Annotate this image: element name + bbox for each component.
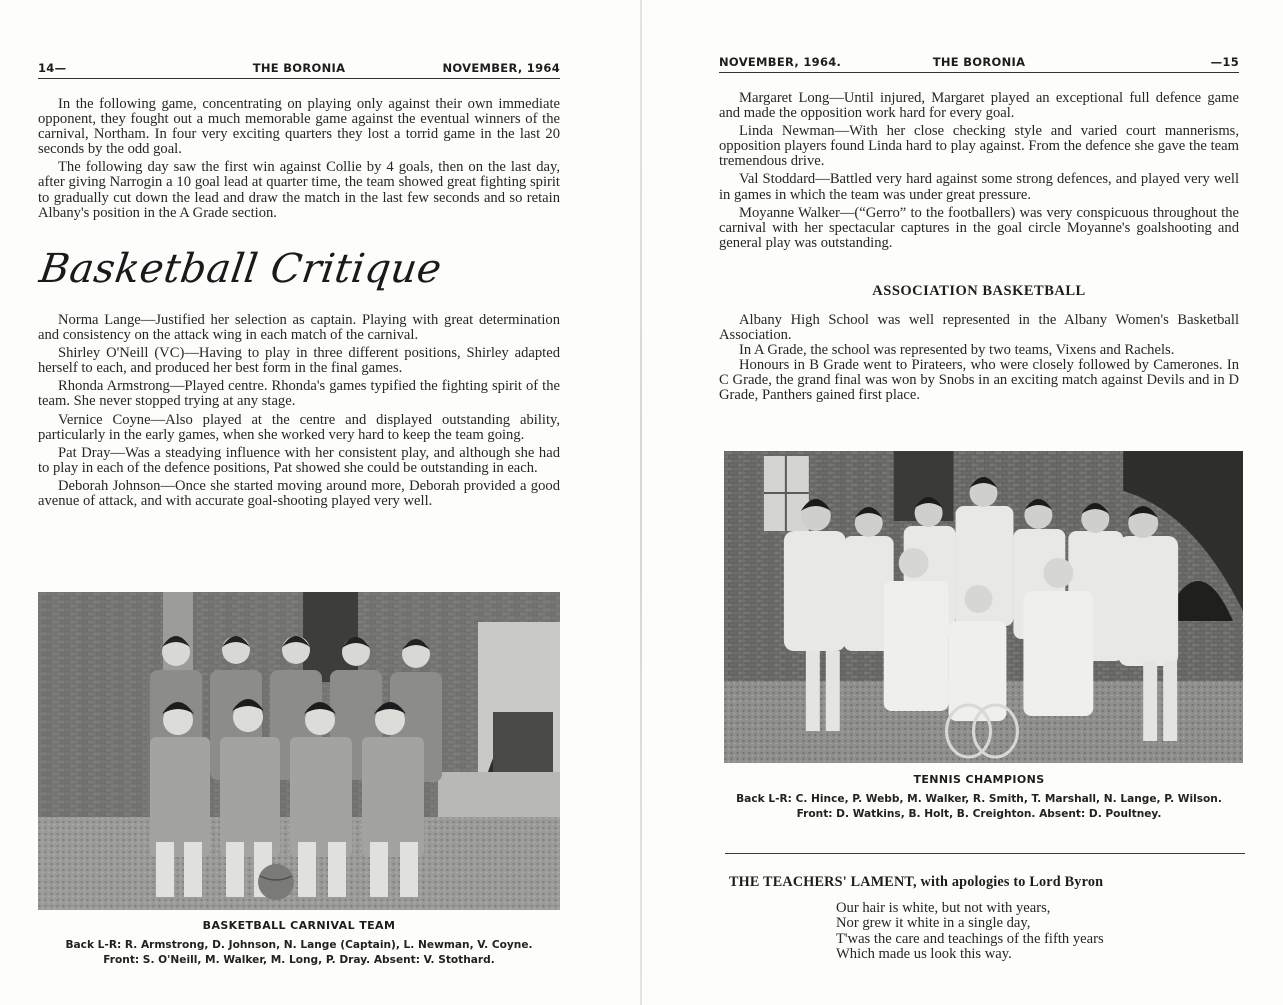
photo-caption-title: TENNIS CHAMPIONS [913, 773, 1045, 786]
section-divider [725, 853, 1245, 854]
critique-text-continued [719, 91, 1239, 254]
right-page [719, 0, 1239, 1005]
left-page [38, 0, 560, 1005]
issue-date: NOVEMBER, 1964. [719, 55, 842, 69]
paragraph: Rhonda Armstrong—Played centre. Rhonda's games typified the fighting spirit of the team. She never stopped trying at any stage. [38, 378, 560, 410]
poem-heading: THE TEACHERS' LAMENT, with apologies to Lord Byron [729, 874, 1104, 890]
intro-text [38, 97, 560, 224]
poem-line: T'was the care and teachings of the fifth years [836, 930, 1104, 947]
poem-line: Nor grew it white in a single day, [836, 915, 1031, 932]
paragraph: In A Grade, the school was represented by two teams, Vixens and Rachels. [739, 342, 1175, 359]
running-header [38, 58, 560, 79]
paragraph: Linda Newman—With her close checking style and varied court mannerisms, opposition players found Linda hard to play against. From the defence she gave the team tremendous drive. [719, 123, 1239, 170]
photo-caption-names [38, 938, 560, 968]
publication-title: THE BORONIA [252, 61, 346, 75]
photo-illustration [724, 451, 1243, 763]
page-gutter [640, 0, 642, 1005]
paragraph: Honours in B Grade went to Pirateers, who were closely followed by Camerones. In C Grade, the grand final was won by Snobs in an exciting match against Devils and in D Grade, Panthers gained first place. [719, 357, 1239, 404]
page-number: —15 [1210, 55, 1239, 69]
caption-front-row: Front: S. O'Neill, M. Walker, M. Long, P. Dray. Absent: V. Stothard. [103, 954, 495, 966]
photo-illustration [38, 592, 560, 910]
paragraph: Norma Lange—Justified her selection as captain. Playing with great determination and consistency on the attack wing in each match of the carnival. [38, 312, 560, 344]
paragraph: Albany High School was well represented in the Albany Women's Basketball Association. [719, 312, 1239, 344]
basketball-team-photo [38, 592, 560, 910]
paragraph: Val Stoddard—Battled very hard against some strong defences, and played very well in games in which the team was under great pressure. [719, 171, 1239, 203]
poem-text [836, 901, 1104, 962]
caption-back-row: Back L-R: C. Hince, P. Webb, M. Walker, R. Smith, T. Marshall, N. Lange, P. Wilson. [736, 793, 1222, 805]
association-text [719, 313, 1239, 404]
page-number: 14— [38, 61, 67, 75]
paragraph: The following day saw the first win against Collie by 4 goals, then on the last day, after giving Narrogin a 10 goal lead at quarter time, the team showed great fighting spirit to gradually cut down the lead and draw the match in the last few seconds and so retain Albany's position in the A Grade section. [38, 159, 560, 221]
article-title: Basketball Critique [36, 246, 445, 292]
poem-line: Our hair is white, but not with years, [836, 900, 1051, 916]
paragraph: In the following game, concentrating on playing only against their own immediate opponent, they fought out a much memorable game against the eventual winners of the carnival, Northam. In four very exciting quarters they lost a torrid game in the last 20 seconds by the odd goal. [38, 96, 560, 158]
running-header [719, 52, 1239, 73]
caption-back-row: Back L-R: R. Armstrong, D. Johnson, N. Lange (Captain), L. Newman, V. Coyne. [65, 939, 533, 951]
caption-front-row: Front: D. Watkins, B. Holt, B. Creighton. Absent: D. Poultney. [796, 808, 1162, 820]
poem-line: Which made us look this way. [836, 945, 1012, 962]
issue-date: NOVEMBER, 1964 [442, 61, 560, 75]
photo-caption-names [719, 792, 1239, 822]
paragraph: Moyanne Walker—(“Gerro” to the footballers) was very conspicuous throughout the carnival with her spectacular captures in the goal circle Moyanne's goalshooting and general play was outstanding. [719, 204, 1239, 251]
section-heading: ASSOCIATION BASKETBALL [872, 283, 1086, 299]
photo-caption-title: BASKETBALL CARNIVAL TEAM [202, 919, 396, 932]
paragraph: Deborah Johnson—Once she started moving around more, Deborah provided a good avenue of attack, and with accurate goal-shooting played very well. [38, 477, 560, 510]
critique-text [38, 313, 560, 512]
publication-title: THE BORONIA [932, 55, 1026, 69]
tennis-team-photo [724, 451, 1243, 763]
paragraph: Shirley O'Neill (VC)—Having to play in three different positions, Shirley adapted herself to each, and produced her best form in the final games. [38, 345, 560, 377]
paragraph: Pat Dray—Was a steadying influence with her consistent play, and although she had to play in each of the defence positions, Pat showed she could be outstanding in each. [38, 444, 560, 476]
paragraph: Margaret Long—Until injured, Margaret played an exceptional full defence game and made the opposition work hard for every goal. [719, 90, 1239, 122]
paragraph: Vernice Coyne—Also played at the centre and displayed outstanding ability, particularly in the early games, when she worked very hard to keep the team going. [38, 411, 560, 443]
